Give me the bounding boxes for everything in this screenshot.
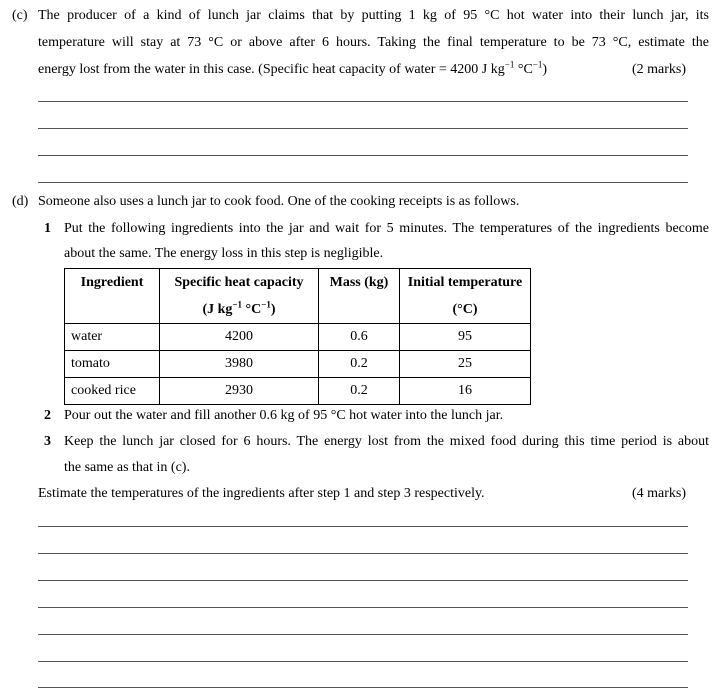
header-ingredient: Ingredient bbox=[65, 269, 160, 324]
cell-ingredient: water bbox=[65, 324, 160, 351]
answer-line[interactable] bbox=[38, 526, 688, 527]
table-row bbox=[65, 351, 531, 378]
table-header-row bbox=[65, 269, 531, 324]
cell-mass: 0.2 bbox=[319, 378, 400, 405]
part-d-intro: Someone also uses a lunch jar to cook food. One of the cooking receipts is as follows. bbox=[38, 194, 520, 209]
part-c-label: (c) bbox=[12, 8, 28, 23]
answer-line[interactable] bbox=[38, 101, 688, 102]
step-1-line-2: about the same. The energy loss in this step is negligible. bbox=[64, 246, 384, 261]
header-initial-temperature: Initial temperature (°C) bbox=[400, 269, 531, 324]
cell-shc: 2930 bbox=[160, 378, 319, 405]
step-3-line-1: Keep the lunch jar closed for 6 hours. The energy lost from the mixed food during this time period is about bbox=[64, 434, 709, 449]
part-c-line-3: energy lost from the water in this case. (Specific heat capacity of water = 4200 J $kg^{-1}$ $^\circ C^{-1}$) bbox=[38, 59, 548, 77]
step-2-text: Pour out the water and fill another 0.6 kg of 95 °C hot water into the lunch jar. bbox=[64, 408, 504, 423]
cell-shc: 3980 bbox=[160, 351, 319, 378]
part-c-line-1: The producer of a kind of lunch jar claims that by putting 1 kg of 95 °C hot water into their lunch jar, its bbox=[38, 8, 709, 23]
cell-mass: 0.6 bbox=[319, 324, 400, 351]
cell-temp: 16 bbox=[400, 378, 531, 405]
step-1-line-1: Put the following ingredients into the jar and wait for 5 minutes. The temperatures of the ingredients become bbox=[64, 221, 709, 236]
header-mass: Mass (kg) bbox=[319, 269, 400, 324]
step-3-number: 3 bbox=[44, 434, 51, 449]
cell-mass: 0.2 bbox=[319, 351, 400, 378]
cell-shc: 4200 bbox=[160, 324, 319, 351]
answer-line[interactable] bbox=[38, 155, 688, 156]
table-row bbox=[65, 324, 531, 351]
answer-line[interactable] bbox=[38, 553, 688, 554]
ingredients-table bbox=[64, 268, 531, 405]
answer-line[interactable] bbox=[38, 634, 688, 635]
answer-line[interactable] bbox=[38, 607, 688, 608]
cell-temp: 95 bbox=[400, 324, 531, 351]
part-c-line-2: temperature will stay at 73 °C or above after 6 hours. Taking the final temperature to be 73 °C, estimate the bbox=[38, 35, 709, 50]
answer-line[interactable] bbox=[38, 128, 688, 129]
part-d-question: Estimate the temperatures of the ingredients after step 1 and step 3 respectively. bbox=[38, 486, 485, 501]
part-d-label: (d) bbox=[12, 194, 29, 209]
cell-ingredient: cooked rice bbox=[65, 378, 160, 405]
answer-line[interactable] bbox=[38, 687, 688, 688]
answer-line[interactable] bbox=[38, 182, 688, 183]
part-c-marks: (2 marks) bbox=[632, 62, 687, 77]
answer-line[interactable] bbox=[38, 661, 688, 662]
table-row bbox=[65, 378, 531, 405]
header-specific-heat-capacity: Specific heat capacity (J $kg^{-1}$ $^\circ C^{-1}$) bbox=[160, 269, 319, 324]
answer-line[interactable] bbox=[38, 580, 688, 581]
step-2-number: 2 bbox=[44, 408, 51, 423]
step-1-number: 1 bbox=[44, 221, 51, 236]
part-d-marks: (4 marks) bbox=[632, 486, 687, 501]
step-3-line-2: the same as that in (c). bbox=[64, 460, 190, 475]
cell-ingredient: tomato bbox=[65, 351, 160, 378]
cell-temp: 25 bbox=[400, 351, 531, 378]
